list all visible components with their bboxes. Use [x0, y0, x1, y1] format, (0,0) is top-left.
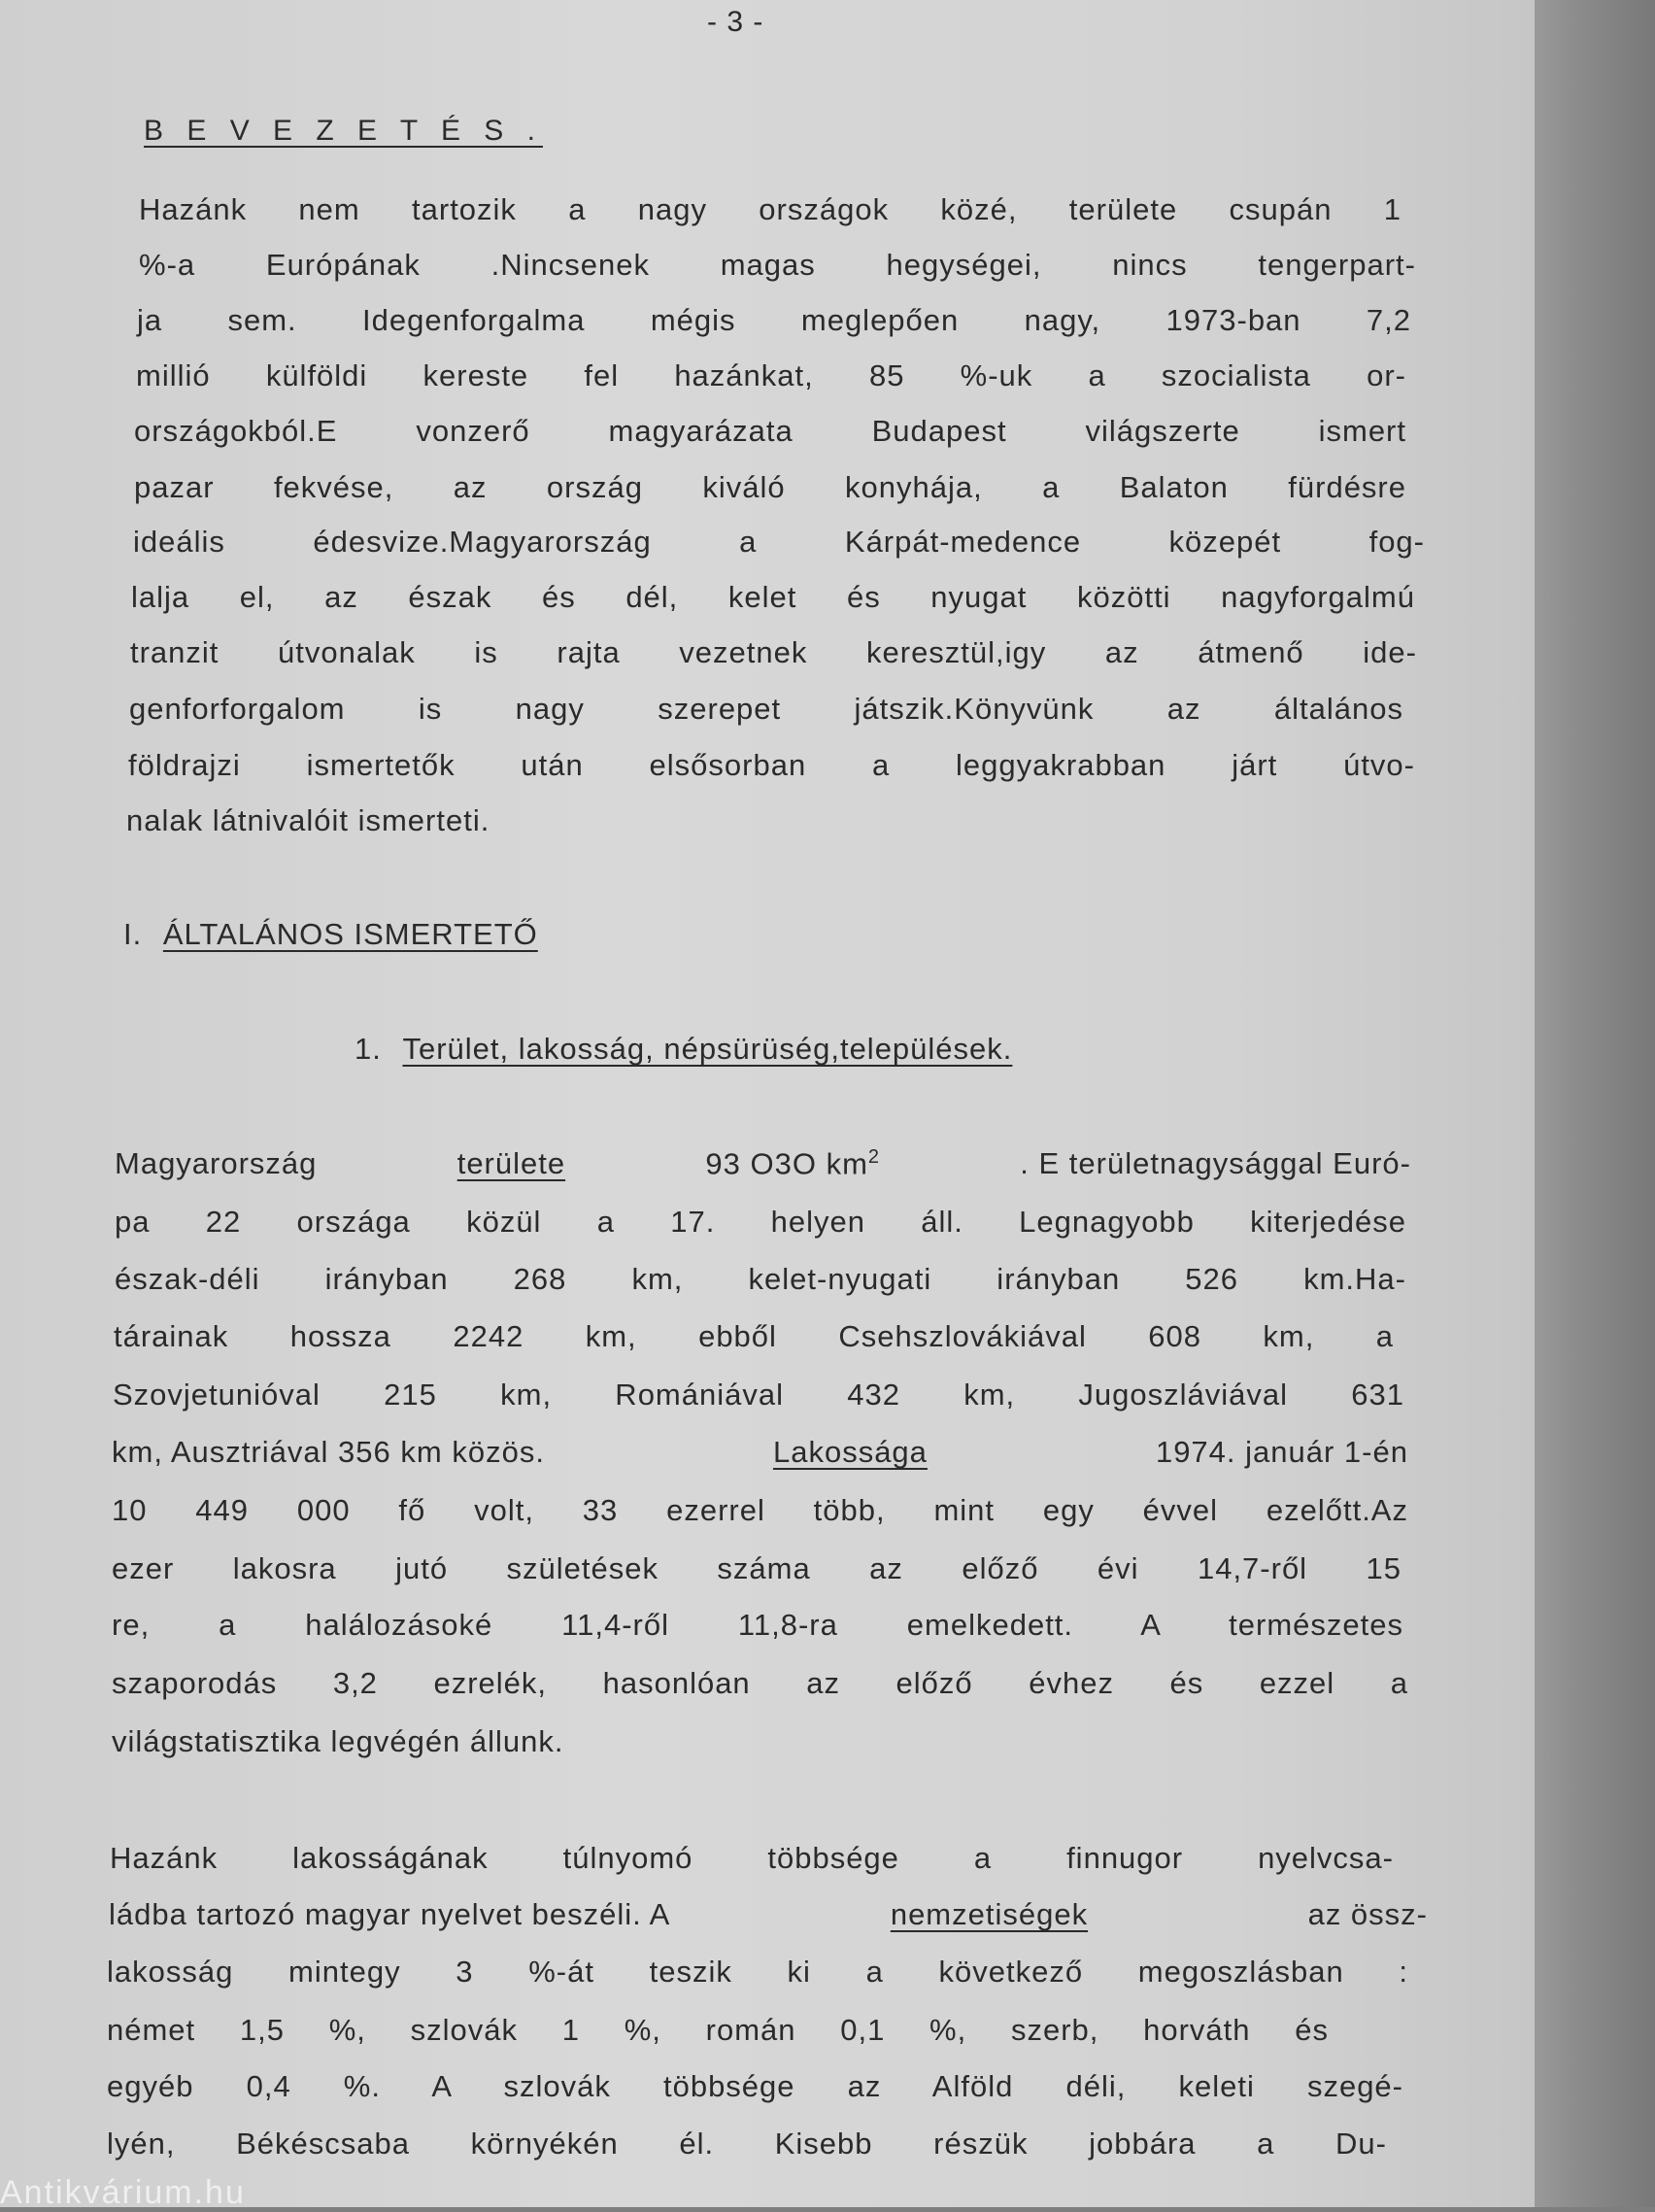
- line-text: Magyarország: [115, 1146, 318, 1180]
- line-text: km, Ausztriával 356 km közös.: [112, 1435, 545, 1469]
- term-underlined: nemzetiségek: [890, 1897, 1089, 1931]
- term-underlined: területe: [456, 1146, 566, 1180]
- body-line: világstatisztika legvégén állunk.: [112, 1724, 564, 1758]
- body-line: [109, 1897, 1428, 1932]
- intro-line: országokból.E vonzerő magyarázata Budapest világszerte ismert: [134, 414, 1406, 448]
- body-line: pa 22 országa közül a 17. helyen áll. Legnagyobb kiterjedése: [115, 1205, 1406, 1239]
- body-line: tárainak hossza 2242 km, ebből Csehszlovákiával 608 km, a: [114, 1319, 1394, 1353]
- body-line: észak-déli irányban 268 km, kelet-nyugati irányban 526 km.Ha-: [115, 1262, 1406, 1296]
- body-line: lyén, Békéscsaba környékén él. Kisebb részük jobbára a Du-: [107, 2127, 1387, 2161]
- adjacent-page-edge: [1535, 0, 1655, 2207]
- intro-heading: B E V E Z E T É S .: [144, 115, 543, 147]
- body-line: egyéb 0,4 %. A szlovák többsége az Alföld déli, keleti szegé-: [107, 2069, 1403, 2103]
- intro-line: lalja el, az észak és dél, kelet és nyugat közötti nagyforgalmú: [131, 580, 1415, 614]
- intro-line: genforforgalom is nagy szerepet játszik.Könyvünk az általános: [129, 692, 1403, 726]
- body-line: Szovjetunióval 215 km, Romániával 432 km, Jugoszláviával 631: [113, 1378, 1404, 1412]
- body-line: lakosság mintegy 3 %-át teszik ki a következő megoszlásban :: [107, 1955, 1408, 1989]
- intro-line: nalak látnivalóit ismerteti.: [126, 803, 490, 837]
- line-text: 1974. január 1-én: [1155, 1435, 1408, 1469]
- line-text: az össz-: [1307, 1897, 1428, 1931]
- area-value: [705, 1146, 880, 1181]
- page-number: - 3 -: [707, 6, 764, 38]
- subsection-title: Terület, lakosság, népsürüség,települések.: [402, 1032, 1013, 1066]
- body-line: [115, 1146, 1411, 1181]
- body-line: ezer lakosra jutó születések száma az előző évi 14,7-ről 15: [112, 1551, 1402, 1585]
- body-line: 10 449 000 fő volt, 33 ezerrel több, mint egy évvel ezelőtt.Az: [112, 1493, 1408, 1527]
- line-text: ládba tartozó magyar nyelvet beszéli. A: [109, 1897, 671, 1931]
- intro-line: földrajzi ismertetők után elsősorban a leggyakrabban járt útvo-: [128, 748, 1415, 782]
- intro-line: pazar fekvése, az ország kiváló konyhája, a Balaton fürdésre: [134, 470, 1406, 504]
- intro-line: %-a Európának .Nincsenek magas hegységei, nincs tengerpart-: [139, 248, 1416, 282]
- line-text: . E területnagysággal Euró-: [1020, 1146, 1411, 1180]
- subsection-number: 1.: [355, 1032, 382, 1066]
- intro-line: tranzit útvonalak is rajta vezetnek keresztül,igy az átmenő ide-: [130, 635, 1417, 669]
- watermark: Antikvárium.hu: [0, 2174, 246, 2211]
- intro-line: ideális édesvize.Magyarország a Kárpát-medence közepét fog-: [133, 525, 1425, 559]
- area-number: 93 O3O km: [705, 1146, 868, 1181]
- body-line: szaporodás 3,2 ezrelék, hasonlóan az előző évhez és ezzel a: [112, 1666, 1408, 1700]
- intro-line: Hazánk nem tartozik a nagy országok közé, területe csupán 1: [139, 192, 1402, 226]
- area-exponent: 2: [867, 1146, 881, 1168]
- section-heading: [123, 917, 538, 952]
- term-underlined: Lakossága: [772, 1435, 928, 1469]
- section-number: I.: [123, 917, 143, 951]
- body-line: Hazánk lakosságának túlnyomó többsége a finnugor nyelvcsa-: [110, 1841, 1394, 1875]
- section-title: ÁLTALÁNOS ISMERTETŐ: [162, 917, 538, 951]
- subsection-heading: [355, 1032, 1012, 1067]
- body-line: [112, 1435, 1408, 1470]
- body-line: német 1,5 %, szlovák 1 %, román 0,1 %, szerb, horváth és: [107, 2013, 1329, 2047]
- body-line: re, a halálozásoké 11,4-ről 11,8-ra emelkedett. A természetes: [112, 1608, 1403, 1642]
- intro-line: millió külföldi kereste fel hazánkat, 85 %-uk a szocialista or-: [136, 358, 1406, 392]
- intro-line: ja sem. Idegenforgalma mégis meglepően nagy, 1973-ban 7,2: [137, 303, 1411, 337]
